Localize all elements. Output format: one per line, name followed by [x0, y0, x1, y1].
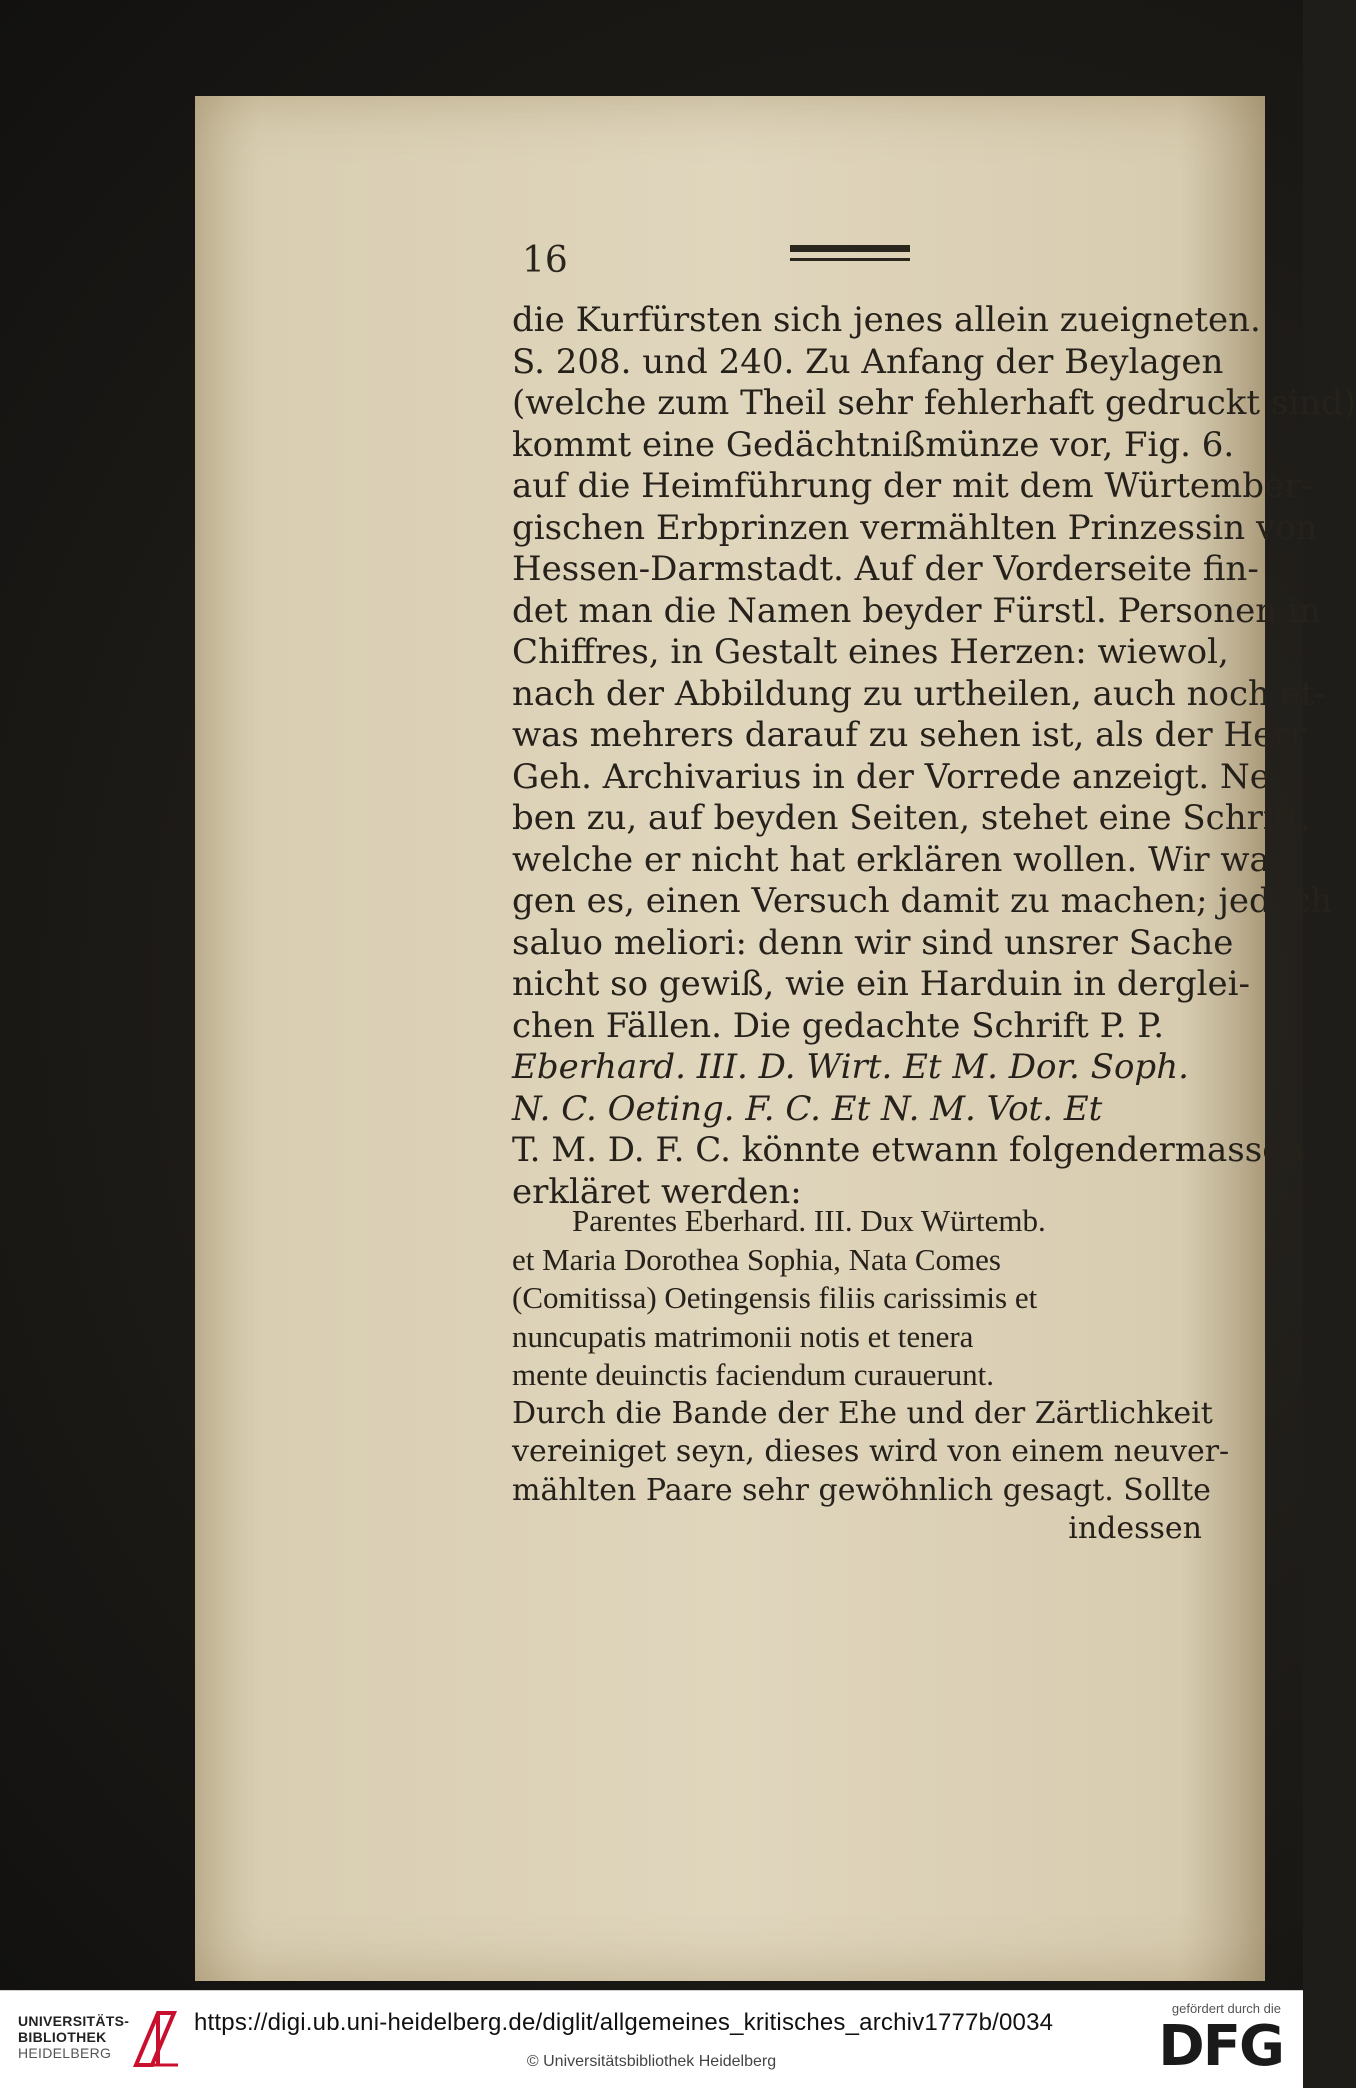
catchword: indessen	[1068, 1511, 1202, 1546]
text-line: nach der Abbildung zu urtheilen, auch noch et-	[512, 673, 1326, 714]
text-line: det man die Namen beyder Fürstl. Personen in	[512, 590, 1321, 631]
text-line: auf die Heimführung der mit dem Würtember-	[512, 466, 1312, 506]
dfg-logo[interactable]: DFG	[1158, 2014, 1283, 2079]
text-line: kommt eine Gedächtnißmünze vor, Fig. 6.	[512, 424, 1235, 465]
latin-line: Parentes Eberhard. III. Dux Würtemb.	[572, 1203, 1046, 1238]
latin-line: et Maria Dorothea Sophia, Nata Comes	[512, 1241, 1001, 1277]
header-rule	[790, 245, 910, 261]
text-line: Eberhard. III. D. Wirt. Et M. Dor. Soph.	[512, 1047, 1189, 1087]
latin-line: (Comitissa) Oetingensis filiis carissimis et	[512, 1280, 1038, 1315]
library-name-line: BIBLIOTHEK	[18, 2029, 107, 2045]
text-line: gischen Erbprinzen vermählten Prinzessin von	[512, 507, 1318, 548]
page-url-link[interactable]: https://digi.ub.uni-heidelberg.de/diglit/allgemeines_kritisches_archiv1777b/0034	[194, 2009, 1054, 2036]
funding-caption: gefördert durch die	[1171, 2001, 1281, 2016]
text-line: Hessen-Darmstadt. Auf der Vorderseite fin-	[512, 549, 1259, 589]
text-line: Geh. Archivarius in der Vorrede anzeigt. Ne-	[512, 756, 1282, 797]
latin-quotation	[512, 1202, 1230, 1549]
text-line: die Kurfürsten sich jenes allein zueigneten.	[512, 300, 1261, 340]
text-line: saluo meliori: denn wir sind unsrer Sache	[512, 922, 1234, 963]
text-line: mählten Paare sehr gewöhnlich gesagt. Sollte	[512, 1472, 1211, 1508]
text-line: erkläret werden:	[512, 1171, 802, 1212]
latin-line: nuncupatis matrimonii notis et tenera	[512, 1318, 974, 1354]
library-name-line: UNIVERSITÄTS-	[18, 2013, 130, 2029]
text-line: vereiniget seyn, dieses wird von einem neuver-	[512, 1434, 1230, 1469]
text-line: gen es, einen Versuch damit zu machen; jedoch	[512, 881, 1333, 921]
text-line: welche er nicht hat erklären wollen. Wir wa-	[512, 839, 1282, 880]
text-line: ben zu, auf beyden Seiten, stehet eine Schrift,	[512, 798, 1311, 838]
text-line: (welche zum Theil sehr fehlerhaft gedruckt sind)	[512, 383, 1356, 423]
text-line: S. 208. und 240. Zu Anfang der Beylagen	[512, 341, 1224, 382]
text-line: nicht so gewiß, wie ein Harduin in derglei-	[512, 964, 1250, 1004]
text-line: Chiffres, in Gestalt eines Herzen: wiewol,	[512, 632, 1229, 672]
text-line: T. M. D. F. C. könnte etwann folgendermassen	[512, 1130, 1305, 1170]
copyright-notice: © Universitätsbibliothek Heidelberg	[526, 2053, 777, 2070]
text-line: was mehrers darauf zu sehen ist, als der Herr	[512, 715, 1306, 755]
text-line: N. C. Oeting. F. C. Et N. M. Vot. Et	[512, 1088, 1103, 1129]
body-text	[512, 300, 1356, 1213]
viewer-footer	[0, 1990, 1303, 2088]
text-line: chen Fällen. Die gedachte Schrift P. P.	[512, 1005, 1165, 1046]
latin-line: mente deuinctis faciendum curauerunt.	[512, 1357, 995, 1392]
page-number: 16	[522, 240, 568, 281]
text-line: Durch die Bande der Ehe und der Zärtlichkeit	[512, 1395, 1213, 1431]
library-name-line: HEIDELBERG	[18, 2045, 112, 2061]
